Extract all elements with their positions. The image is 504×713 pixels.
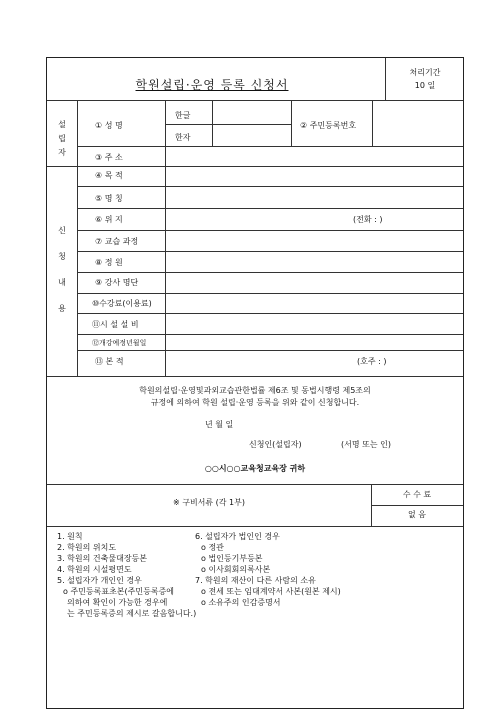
divider	[77, 251, 463, 252]
divider	[212, 100, 213, 146]
fee-value: 없 음	[408, 510, 426, 519]
document-item: o 이사회회의록사본	[201, 565, 271, 574]
divider	[372, 100, 373, 146]
divider	[47, 484, 463, 485]
fee-label: 수 수 료	[402, 490, 432, 499]
application-form	[46, 57, 464, 709]
legal-basis-text: 학원의설립·운영및과외교습관한법률 제6조 및 동법시행령 제5조의	[139, 386, 371, 395]
household-head-field: (호주 : )	[357, 357, 387, 366]
divider	[77, 146, 463, 147]
document-item: o 정관	[201, 543, 224, 552]
document-item: o 법인등기부등본	[201, 554, 263, 563]
capacity-label: ⑧ 정 원	[95, 258, 123, 267]
document-item: 2. 학원의 위치도	[57, 543, 117, 552]
divider	[77, 186, 463, 187]
phone-field: (전화 : )	[353, 215, 383, 224]
document-item: o 전세 또는 임대계약서 사본(원본 제시)	[201, 587, 341, 596]
document-item: 6. 설립자가 법인인 경우	[195, 532, 280, 541]
document-item: 7. 학원의 재산이 다른 사람의 소유	[195, 576, 316, 585]
document-item: o 주민등록표초본(주민등록증에	[63, 587, 175, 596]
course-label: ⑦ 교습 과정	[95, 237, 139, 246]
divider	[77, 208, 463, 209]
divider	[47, 526, 463, 527]
tuition-label: ⑩수강료(이용료)	[92, 299, 152, 308]
signature-label: (서명 또는 인)	[341, 440, 391, 449]
divider	[291, 100, 292, 146]
hanja-label: 한자	[175, 133, 191, 142]
document-item: 의하여 확인이 가능한 경우에	[67, 598, 168, 607]
document-item: 는 주민등록증의 제시로 갈음합니다.)	[67, 609, 197, 618]
opening-date-label: ⑫개강예정년월일	[92, 339, 147, 347]
academy-name-label: ⑤ 명 칭	[95, 194, 123, 203]
form-title: 학원설립·운영 등록 신청서	[135, 78, 289, 92]
divider	[77, 272, 463, 273]
document-item: 1. 원칙	[57, 532, 83, 541]
date-line: 년 월 일	[205, 420, 234, 429]
divider	[77, 313, 463, 314]
required-documents-header: ※ 구비서류 (각 1부)	[172, 498, 246, 507]
divider	[47, 100, 463, 101]
registered-domicile-label: ⑬ 본 적	[95, 357, 124, 366]
divider	[77, 334, 463, 335]
applicant-label: 신청인(설립자)	[249, 440, 302, 449]
divider	[77, 350, 463, 351]
divider	[371, 505, 463, 506]
divider	[385, 58, 386, 100]
name-label: ① 성 명	[95, 121, 123, 130]
hangul-label: 한글	[175, 111, 191, 120]
document-item: o 소유주의 인감증명서	[201, 598, 281, 607]
recipient-line: ○○시○○교육청교육장 귀하	[204, 464, 306, 473]
document-item: 3. 학원의 건축물대장등본	[57, 554, 147, 563]
document-item: 5. 설립자가 개인인 경우	[57, 576, 142, 585]
address-label: ③ 주 소	[95, 153, 123, 162]
rrn-label: ② 주민등록번호	[300, 121, 357, 130]
divider	[47, 166, 463, 167]
divider	[77, 230, 463, 231]
divider	[47, 376, 463, 377]
processing-period-value: 10 일	[414, 81, 436, 90]
divider	[165, 124, 291, 125]
location-label: ⑥ 위 지	[95, 215, 123, 224]
facilities-label: ⑪시 설 설 비	[92, 320, 139, 329]
purpose-label: ④ 목 적	[95, 171, 123, 180]
founder-side-label: 설 립 자	[58, 120, 66, 157]
divider	[77, 293, 463, 294]
processing-period-label: 처리기간	[409, 68, 441, 77]
application-side-label: 신 청 내 용	[58, 226, 66, 313]
document-item: 4. 학원의 시설평면도	[57, 565, 132, 574]
application-statement: 규정에 의하여 학원 설립·운영 등록을 위와 같이 신청합니다.	[150, 398, 360, 407]
instructor-list-label: ⑨ 강사 명단	[95, 278, 139, 287]
